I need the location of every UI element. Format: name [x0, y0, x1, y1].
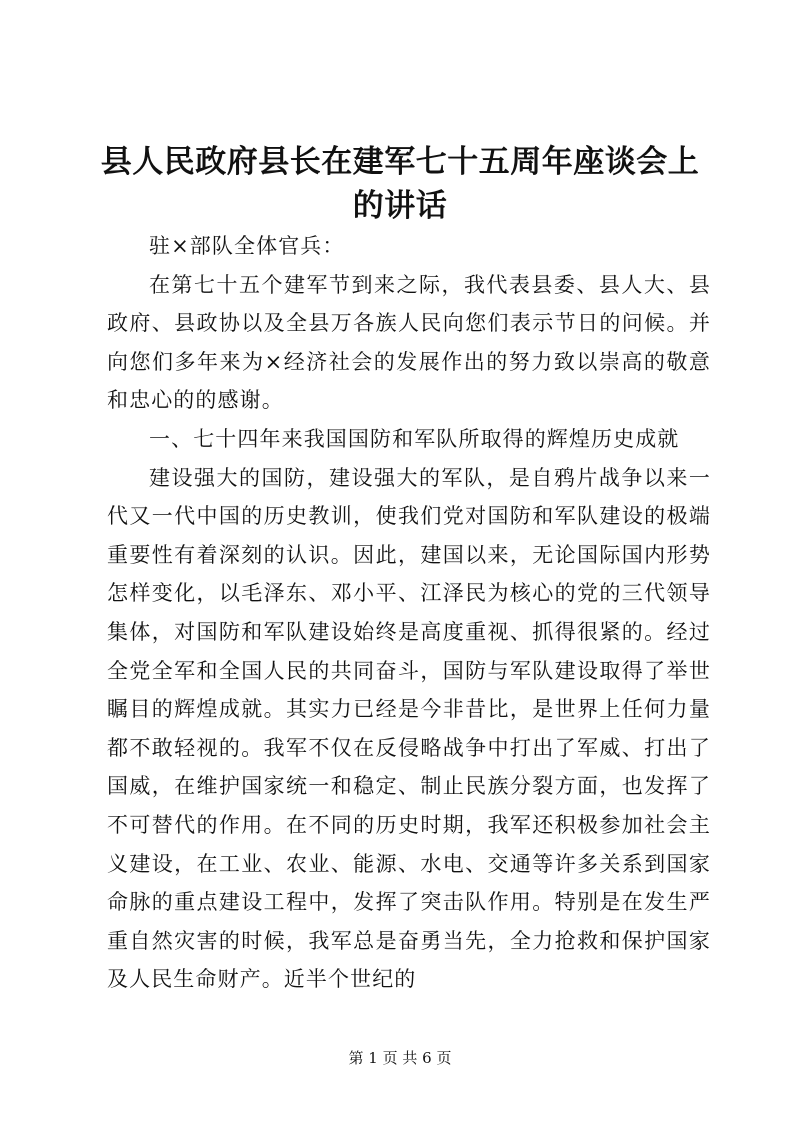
document-title: 县人民政府县长在建军七十五周年座谈会上的讲话 [100, 144, 700, 224]
document-body [107, 227, 711, 999]
intro-paragraph: 在第七十五个建军节到来之际，我代表县委、县人大、县政府、县政协以及全县万各族人民向您们表示节日的问候。并向您们多年来为×经济社会的发展作出的努力致以崇高的敬意和忠心的的感谢。 [107, 272, 711, 413]
page-footer: 第 1 页 共 6 页 [348, 1049, 452, 1067]
salutation-paragraph: 驻×部队全体官兵： [149, 234, 345, 258]
section-heading: 一、七十四年来我国国防和军队所取得的辉煌历史成就 [149, 426, 680, 451]
body-paragraph: 建设强大的国防，建设强大的军队，是自鸦片战争以来一代又一代中国的历史教训，使我们党对国防和军队建设的极端重要性有着深刻的认识。因此，建国以来，无论国际国内形势怎样变化，以毛泽东、邓小平、江泽民为核心的党的三代领导集体，对国防和军队建设始终是高度重视、抓得很紧的。经过全党全军和全国人民的共同奋斗，国防与军队建设取得了举世瞩目的辉煌成就。其实力已经是今非昔比，是世界上任何力量都不敢轻视的。我军不仅在反侵略战争中打出了军威、打出了国威，在维护国家统一和稳定、制止民族分裂方面，也发挥了不可替代的作用。在不同的历史时期，我军还积极参加社会主义建设，在工业、农业、能源、水电、交通等许多关系到国家命脉的重点建设工程中，发挥了突击队作用。特别是在发生严重自然灾害的时候，我军总是奋勇当先，全力抢救和保护国家及人民生命财产。近半个世纪的 [107, 465, 711, 992]
